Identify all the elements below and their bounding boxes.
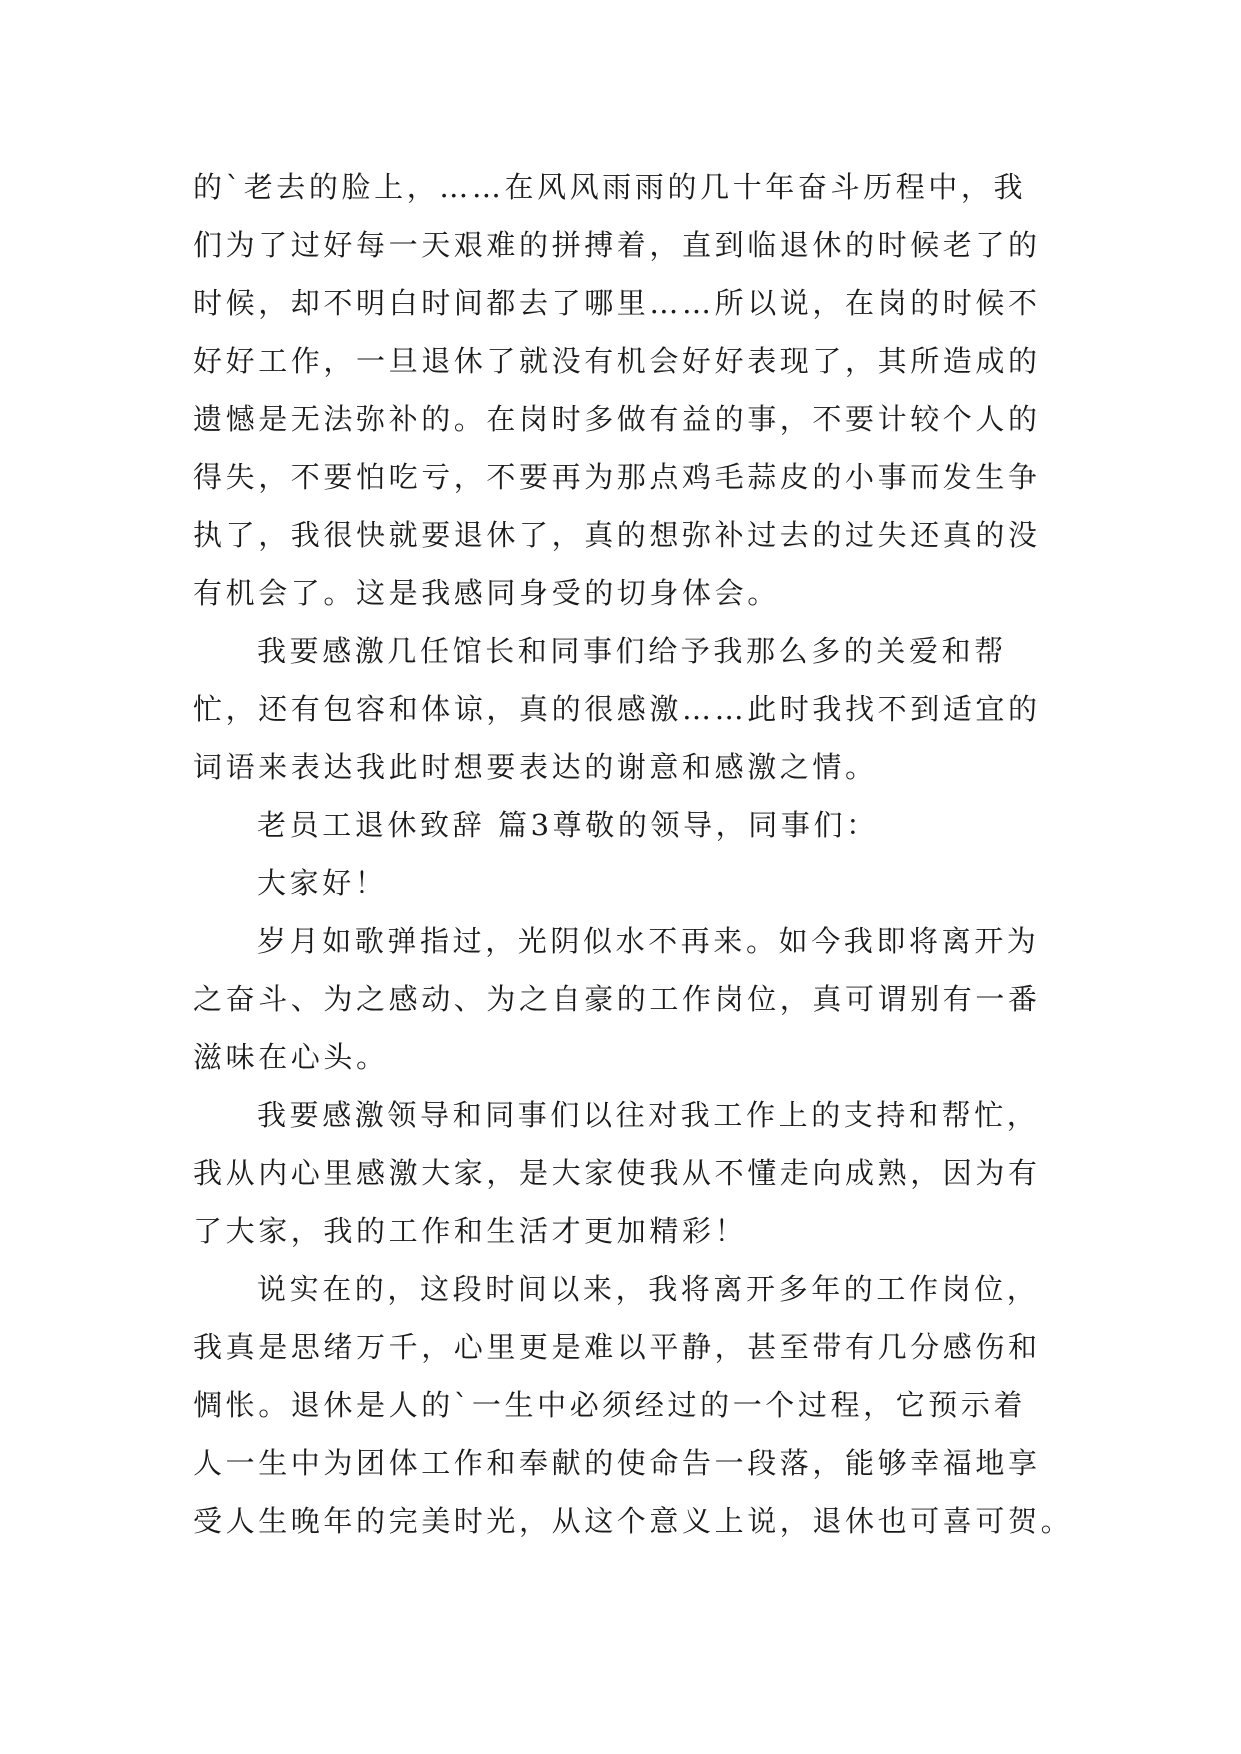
text-line: 大家好！ — [257, 866, 388, 900]
text-line: 执了，我很快就要退休了，真的想弥补过去的过失还真的没 — [193, 518, 1041, 552]
text-line: 老员工退休致辞 篇3尊敬的领导，同事们： — [257, 808, 879, 842]
text-line: 得失，不要怕吃亏，不要再为那点鸡毛蒜皮的小事而发生争 — [193, 460, 1041, 494]
text-line: 我要感激几任馆长和同事们给予我那么多的关爱和帮 — [257, 634, 1007, 668]
text-line: 受人生晚年的完美时光，从这个意义上说，退休也可喜可贺。 — [193, 1504, 1074, 1538]
text-line: 岁月如歌弹指过，光阴似水不再来。如今我即将离开为 — [257, 924, 1040, 958]
text-line: 之奋斗、为之感动、为之自豪的工作岗位，真可谓别有一番 — [193, 982, 1041, 1016]
text-line: 好好工作，一旦退休了就没有机会好好表现了，其所造成的 — [193, 344, 1041, 378]
text-line: 们为了过好每一天艰难的拼搏着，直到临退休的时候老了的 — [193, 228, 1041, 262]
text-line: 了大家，我的工作和生活才更加精彩！ — [193, 1214, 748, 1248]
text-line: 忙，还有包容和体谅，真的很感激……此时我找不到适宜的 — [193, 692, 1041, 726]
text-line: 我从内心里感激大家，是大家使我从不懂走向成熟，因为有 — [193, 1156, 1041, 1190]
text-line: 人一生中为团体工作和奉献的使命告一段落，能够幸福地享 — [193, 1446, 1041, 1480]
text-line: 遗憾是无法弥补的。在岗时多做有益的事，不要计较个人的 — [193, 402, 1041, 436]
text-line: 的`老去的脸上，……在风风雨雨的几十年奋斗历程中，我 — [193, 170, 1027, 204]
document-body — [193, 158, 1074, 1550]
text-line: 惆怅。退休是人的`一生中必须经过的一个过程，它预示着 — [193, 1388, 1027, 1422]
text-line: 时候，却不明白时间都去了哪里……所以说，在岗的时候不 — [193, 286, 1041, 320]
text-line: 我真是思绪万千，心里更是难以平静，甚至带有几分感伤和 — [193, 1330, 1041, 1364]
text-line: 说实在的，这段时间以来，我将离开多年的工作岗位， — [257, 1272, 1040, 1306]
text-line: 词语来表达我此时想要表达的谢意和感激之情。 — [193, 750, 878, 784]
text-line: 我要感激领导和同事们以往对我工作上的支持和帮忙， — [257, 1098, 1040, 1132]
text-line: 有机会了。这是我感同身受的切身体会。 — [193, 576, 780, 610]
text-line: 滋味在心头。 — [193, 1040, 389, 1074]
